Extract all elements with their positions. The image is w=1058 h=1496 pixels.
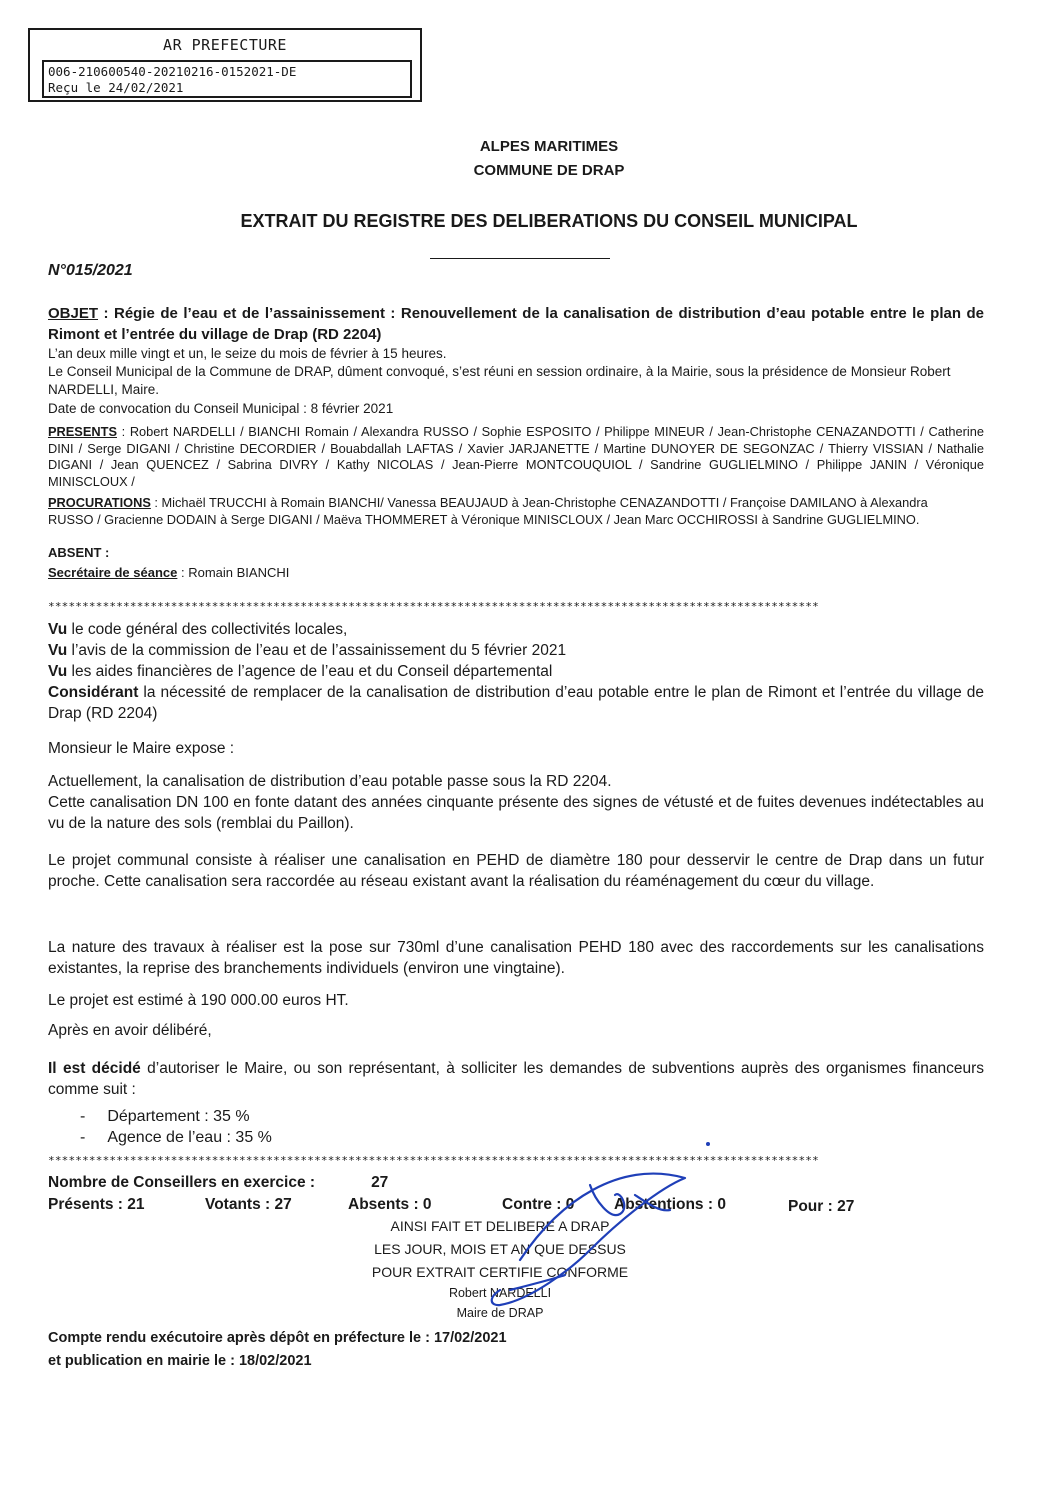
procurations-block bbox=[48, 494, 928, 528]
expose-deliberated: Après en avoir délibéré, bbox=[48, 1022, 212, 1039]
expose-paragraph-4: La nature des travaux à réaliser est la pose sur 730ml d’une canalisation PEHD 180 avec des raccordements sur les canalisations existantes, la reprise des branchements individuels (environ une vingtaine). bbox=[48, 939, 984, 977]
stamp-title: AR PREFECTURE bbox=[163, 36, 287, 54]
signatory-role: Maire de DRAP bbox=[456, 1306, 544, 1320]
vote-abstentions: Abstentions : 0 bbox=[614, 1196, 726, 1213]
commune-heading: COMMUNE DE DRAP bbox=[473, 162, 625, 179]
decision-lead: Il est décidé bbox=[48, 1060, 141, 1077]
deliberation-number: N°015/2021 bbox=[48, 262, 133, 279]
separator-bottom: ***************************************************************************************************************** bbox=[48, 1154, 819, 1167]
presents-block bbox=[48, 424, 984, 490]
stamp-reference-box bbox=[42, 60, 412, 98]
expose-estimate: Le projet est estimé à 190 000.00 euros HT. bbox=[48, 992, 349, 1009]
objet-block bbox=[48, 303, 984, 345]
title-divider bbox=[430, 258, 610, 259]
footer-publication: et publication en mairie le : 18/02/2021 bbox=[48, 1353, 312, 1369]
prefecture-stamp bbox=[28, 28, 422, 102]
expose-paragraph-3: Le projet communal consiste à réaliser une canalisation en PEHD de diamètre 180 pour desservir le centre de Drap dans un futur proche. Cette canalisation sera raccordée au réseau existant avant la réalisation du réaménagement du cœur du village. bbox=[48, 852, 984, 890]
signature-line-1: AINSI FAIT ET DELIBERE A DRAP bbox=[390, 1218, 610, 1234]
procurations-list: : Michaël TRUCCHI à Romain BIANCHI/ Vanessa BEAUJAUD à Jean-Christophe CENAZANDOTTI / Françoise DAMILANO à Alexandra RUSSO / Gracienne DODAIN à Serge DIGANI / Maëva THOMMERET à Véronique MINISCLOUX / Jean Marc OCCHIROSSI à Sandrine GUGLIELMINO. bbox=[48, 495, 928, 527]
vote-contre: Contre : 0 bbox=[502, 1196, 575, 1213]
procurations-label: PROCURATIONS bbox=[48, 495, 151, 510]
consideration-item: Considérant la nécessité de remplacer de la canalisation de distribution d’eau potable entre le plan de Rimont et l’entrée du village de Drap (RD 2204) bbox=[48, 684, 984, 722]
signature-line-2: LES JOUR, MOIS ET AN QUE DESSUS bbox=[374, 1241, 626, 1257]
objet-label: OBJET bbox=[48, 305, 99, 322]
session-block bbox=[48, 345, 984, 418]
expose-intro: Monsieur le Maire expose : bbox=[48, 740, 235, 757]
secretary-label: Secrétaire de séance bbox=[48, 565, 178, 580]
presents-list: : Robert NARDELLI / BIANCHI Romain / Alexandra RUSSO / Sophie ESPOSITO / Philippe MINEUR / Jean-Christophe CENAZANDOTTI / Catherine DINI / Serge DIGANI / Christine DECORDIER / Bouabdallah LAFTAS / Xavier JARJANETTE / Martine DUNOYER DE SEGONZAC / Thierry VISSIAN / Nathalie DIGANI / Jean QUENCEZ / Sabrina DIVRY / Kathy NICOLAS / Jean-Pierre MONTCOUQUIOL / Sandrine GUGLIELMINO / Philippe JANIN / Véronique MINISCLOUX / bbox=[48, 424, 984, 489]
considerations-block bbox=[48, 619, 984, 724]
consideration-item: Vu l’avis de la commission de l’eau et de l’assainissement du 5 février 2021 bbox=[48, 642, 567, 659]
decision-text: d’autoriser le Maire, ou son représentant, à solliciter les demandes de subventions auprès des organismes financeurs comme suit : bbox=[48, 1060, 985, 1098]
decision-block bbox=[48, 1058, 984, 1100]
session-date: L’an deux mille vingt et un, le seize du mois de février à 15 heures. bbox=[48, 346, 447, 361]
signatory-name: Robert NARDELLI bbox=[448, 1286, 552, 1300]
secretary-line bbox=[48, 565, 289, 580]
consideration-item: Vu le code général des collectivités locales, bbox=[48, 621, 348, 638]
objet-text: : Régie de l’eau et de l’assainissement : Renouvellement de la canalisation de distribution d’eau potable entre le plan de Rimont et l’entrée du village de Drap (RD 2204) bbox=[48, 305, 984, 343]
document-title: EXTRAIT DU REGISTRE DES DELIBERATIONS DU CONSEIL MUNICIPAL bbox=[240, 211, 858, 231]
session-convocation-text: Le Conseil Municipal de la Commune de DRAP, dûment convoqué, s’est réuni en session ordinaire, à la Mairie, sous la présidence de Monsieur Robert NARDELLI, Maire. bbox=[48, 364, 951, 397]
secretary-name: : Romain BIANCHI bbox=[177, 565, 290, 580]
absent-label: ABSENT : bbox=[48, 545, 110, 560]
expose-paragraph-1: Actuellement, la canalisation de distribution d’eau potable passe sous la RD 2204. Cette canalisation DN 100 en fonte datant des années cinquante présente des signes de vétusté et de fuites devenues indétectables au vu de la nature des sols (remblai du Paillon). bbox=[48, 773, 984, 832]
separator-top: ***************************************************************************************************************** bbox=[48, 600, 819, 613]
handwritten-signature-icon bbox=[470, 1140, 710, 1320]
footer-executoire: Compte rendu exécutoire après dépôt en préfecture le : 17/02/2021 bbox=[48, 1330, 507, 1346]
signature-line-3: POUR EXTRAIT CERTIFIE CONFORME bbox=[371, 1264, 629, 1280]
vote-absents: Absents : 0 bbox=[348, 1196, 432, 1213]
vote-presents: Présents : 21 bbox=[48, 1196, 145, 1213]
conseillers-count: Nombre de Conseillers en exercice : 27 bbox=[48, 1174, 389, 1191]
funding-item-departement: - Département : 35 % bbox=[80, 1108, 250, 1125]
department-heading: ALPES MARITIMES bbox=[479, 138, 619, 155]
vote-votants: Votants : 27 bbox=[205, 1196, 292, 1213]
consideration-item: Vu les aides financières de l’agence de l’eau et du Conseil départemental bbox=[48, 663, 553, 680]
presents-label: PRESENTS bbox=[48, 424, 117, 439]
funding-item-agence: - Agence de l’eau : 35 % bbox=[80, 1129, 272, 1146]
vote-pour: Pour : 27 bbox=[788, 1198, 855, 1215]
stamp-reference: 006-210600540-20210216-0152021-DE bbox=[48, 64, 297, 79]
stamp-received-date: Reçu le 24/02/2021 bbox=[48, 80, 184, 95]
convocation-date: Date de convocation du Conseil Municipal : 8 février 2021 bbox=[48, 401, 394, 416]
